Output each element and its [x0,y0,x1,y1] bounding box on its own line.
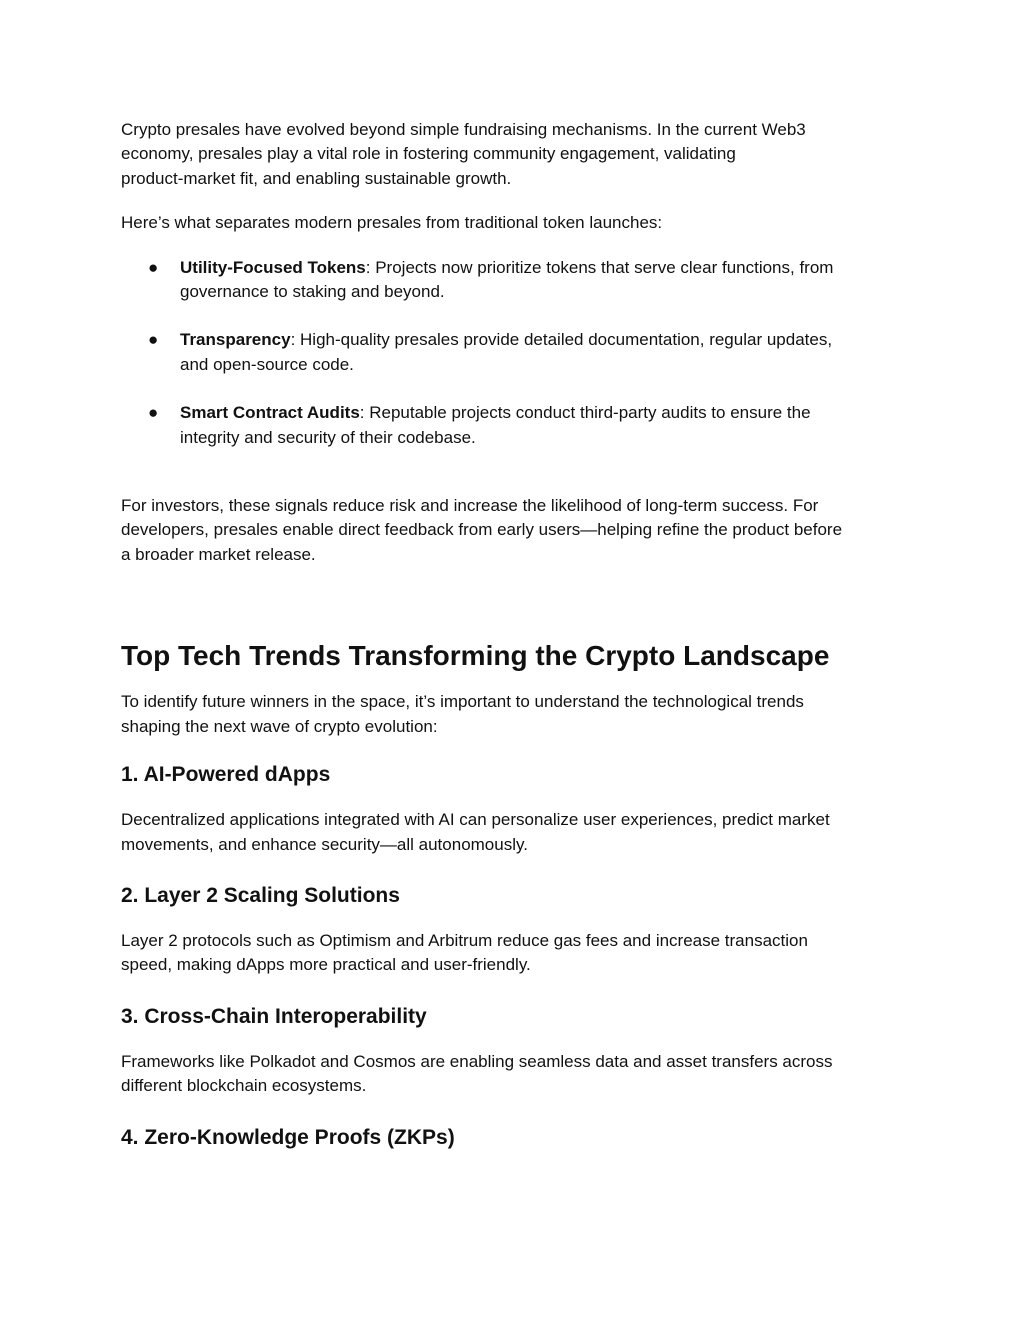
subsection-heading: 3. Cross-Chain Interoperability [121,1004,427,1028]
text-line: Layer 2 protocols such as Optimism and Arbitrum reduce gas fees and increase transaction [121,930,808,950]
bullet-term: Smart Contract Audits [180,403,360,423]
text-line: product-market fit, and enabling sustainable growth. [121,168,512,188]
text-line: For investors, these signals reduce risk and increase the likelihood of long-term success. For [121,496,819,516]
text-line: different blockchain ecosystems. [121,1076,367,1096]
subsection-heading: 2. Layer 2 Scaling Solutions [121,883,400,907]
text-line: economy, presales play a vital role in fostering community engagement, validating [121,144,736,164]
bullet-text: : High-quality presales provide detailed documentation, regular updates, [290,330,833,350]
list-item [121,256,911,305]
bullet-term: Transparency [180,330,291,350]
trend-paragraph [121,929,911,978]
trends-intro-paragraph [121,690,911,739]
text-line: speed, making dApps more practical and user-friendly. [121,955,531,975]
bullet-icon: ● [148,257,159,277]
text-line: governance to staking and beyond. [180,282,445,302]
text-line: and open-source code. [180,354,354,374]
section-heading: Top Tech Trends Transforming the Crypto Landscape [121,640,830,672]
text-line: Crypto presales have evolved beyond simple fundraising mechanisms. In the current Web3 [121,120,806,139]
bullet-term: Utility-Focused Tokens [180,257,366,277]
text-line: Decentralized applications integrated with AI can personalize user experiences, predict market [121,810,830,830]
text-line [180,328,911,352]
text-line: Frameworks like Polkadot and Cosmos are enabling seamless data and asset transfers across [121,1051,833,1071]
presales-lead-paragraph: Here’s what separates modern presales from traditional token launches: [121,213,663,233]
intro-paragraph [121,118,911,191]
text-line: shaping the next wave of crypto evolution: [121,716,438,736]
list-item [121,401,911,450]
subsection-heading: 1. AI-Powered dApps [121,763,331,787]
trend-paragraph [121,1050,911,1099]
bullet-icon: ● [148,330,159,350]
trend-paragraph [121,808,911,857]
bullet-icon: ● [148,403,159,423]
text-line: To identify future winners in the space, it’s important to understand the technological trends [121,692,804,712]
bullet-text: : Projects now prioritize tokens that serve clear functions, from [365,257,834,277]
presale-features-list [121,256,911,450]
subsection-heading: 4. Zero-Knowledge Proofs (ZKPs) [121,1125,455,1149]
document-page [121,118,911,1151]
text-line: a broader market release. [121,544,316,564]
text-line: integrity and security of their codebase. [180,427,476,447]
text-line: movements, and enhance security—all autonomously. [121,834,528,854]
text-line: developers, presales enable direct feedback from early users—helping refine the product before [121,520,843,540]
list-item [121,328,911,377]
bullet-text: : Reputable projects conduct third-party audits to ensure the [359,403,811,423]
investors-paragraph [121,494,911,567]
text-line [180,256,911,280]
text-line [180,401,911,425]
